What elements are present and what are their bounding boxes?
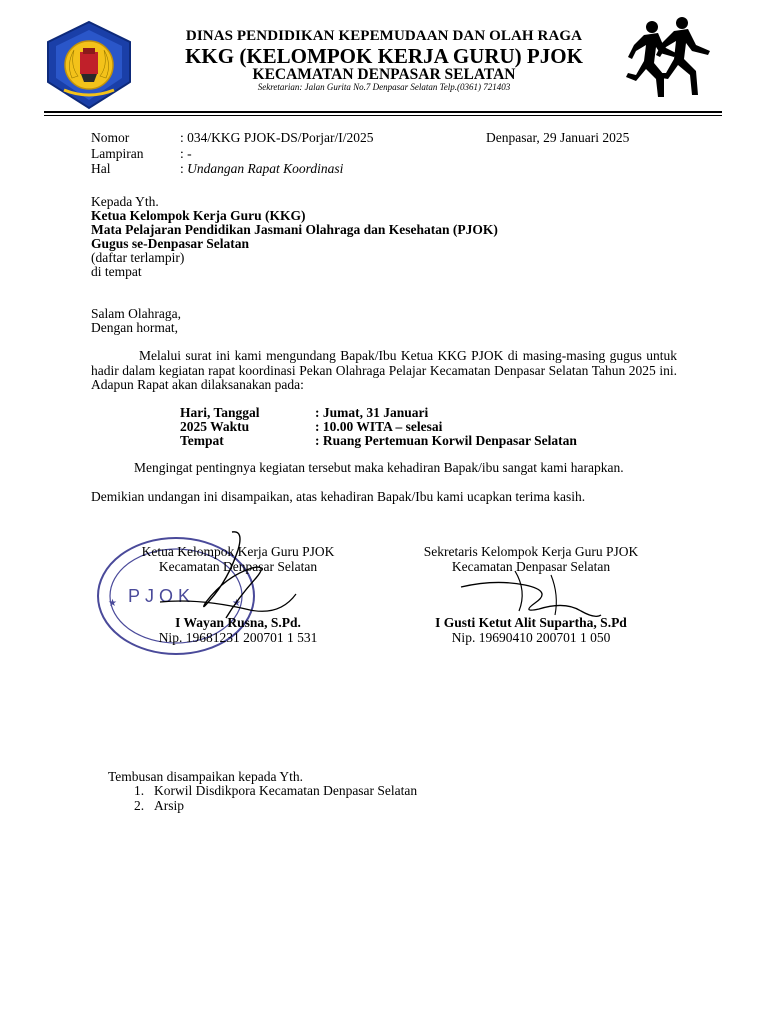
hal-row [180, 162, 343, 177]
header-rule-thin [44, 115, 722, 116]
secretariat-address: Sekretarian: Jalan Gurita No.7 Denpasar Selatan Telp.(0361) 721403 [257, 82, 511, 92]
greeting-hormat: Dengan hormat, [91, 320, 178, 335]
body-paragraph-invitation: Melalui surat ini kami mengundang Bapak/Ibu Ketua KKG PJOK di masing-masing gugus untuk hadir dalam kegiatan rapat koordinasi Pekan Olahraga Pelajar Kecamatan Denpasar Selatan Tahun 2025 ini. Adapun Rapat akan dilaksanakan pada: [91, 348, 677, 392]
nomor-value: : 034/KKG PJOK-DS/Porjar/I/2025 [180, 130, 374, 145]
schedule-place-label: Tempat [180, 433, 224, 448]
addressee-role: Ketua Kelompok Kerja Guru (KKG) [91, 208, 306, 223]
cc-list-item [134, 784, 417, 799]
header-rule [44, 111, 722, 113]
hal-label: Hal [91, 161, 111, 176]
district-name: KECAMATAN DENPASAR SELATAN [252, 66, 516, 83]
cc-item-text: Arsip [154, 798, 184, 813]
body-paragraph-closing: Demikian undangan ini disampaikan, atas kehadiran Bapak/Ibu kami ucapkan terima kasih. [91, 489, 586, 504]
government-crest-icon [44, 20, 134, 110]
secretary-nip: Nip. 19690410 200701 1 050 [451, 629, 611, 645]
letter-date: Denpasar, 29 Januari 2025 [486, 130, 630, 145]
addressee-gugus: Gugus se-Denpasar Selatan [91, 236, 250, 251]
cc-item-text: Korwil Disdikpora Kecamatan Denpasar Selatan [154, 783, 418, 798]
signature-block-chairman [88, 545, 388, 645]
agency-name: DINAS PENDIDIKAN KEPEMUDAAN DAN OLAH RAGA [185, 28, 583, 44]
chairman-district: Kecamatan Denpasar Selatan [158, 558, 318, 574]
chairman-title: Ketua Kelompok Kerja Guru PJOK [141, 544, 335, 559]
svg-text:★: ★ [232, 598, 241, 609]
addressee-kepada: Kepada Yth. [91, 194, 159, 209]
chairman-nip: Nip. 19681231 200701 1 531 [158, 629, 318, 645]
schedule-day-value: : Jumat, 31 Januari [315, 405, 429, 420]
secretary-name: I Gusti Ketut Alit Supartha, S.Pd [435, 615, 627, 630]
stamp-label: PJOK [128, 586, 196, 606]
schedule-day-label: Hari, Tanggal [180, 405, 260, 420]
secretary-title: Sekretaris Kelompok Kerja Guru PJOK [423, 544, 639, 559]
hal-colon: : [180, 161, 184, 176]
addressee-subject: Mata Pelajaran Pendidikan Jasmani Olahraga dan Kesehatan (PJOK) [91, 222, 498, 237]
secretary-district: Kecamatan Denpasar Selatan [451, 558, 611, 574]
greeting-salam: Salam Olahraga, [91, 306, 181, 321]
schedule-time-label: 2025 Waktu [180, 419, 250, 434]
chairman-name: I Wayan Rusna, S.Pd. [175, 615, 301, 630]
runners-silhouette-icon [624, 15, 716, 99]
cc-list-item [134, 799, 184, 814]
cc-item-number: 2. [134, 798, 145, 813]
body-paragraph-importance: Mengingat pentingnya kegiatan tersebut maka kehadiran Bapak/ibu sangat kami harapkan. [134, 460, 624, 475]
addressee-attachment-note: (daftar terlampir) [91, 250, 185, 265]
lampiran-value: : - [180, 146, 192, 161]
hal-value: Undangan Rapat Koordinasi [187, 161, 344, 176]
lampiran-label: Lampiran [91, 146, 144, 161]
cc-title: Tembusan disampaikan kepada Yth. [108, 769, 303, 784]
signature-block-secretary [381, 545, 681, 645]
cc-item-number: 1. [134, 783, 145, 798]
schedule-place-value: : Ruang Pertemuan Korwil Denpasar Selatan [315, 433, 577, 448]
svg-text:★: ★ [108, 598, 117, 609]
organization-name: KKG (KELOMPOK KERJA GURU) PJOK [185, 44, 583, 68]
schedule-time-value: : 10.00 WITA – selesai [315, 419, 443, 434]
nomor-label: Nomor [91, 130, 130, 145]
addressee-location: di tempat [91, 264, 142, 279]
